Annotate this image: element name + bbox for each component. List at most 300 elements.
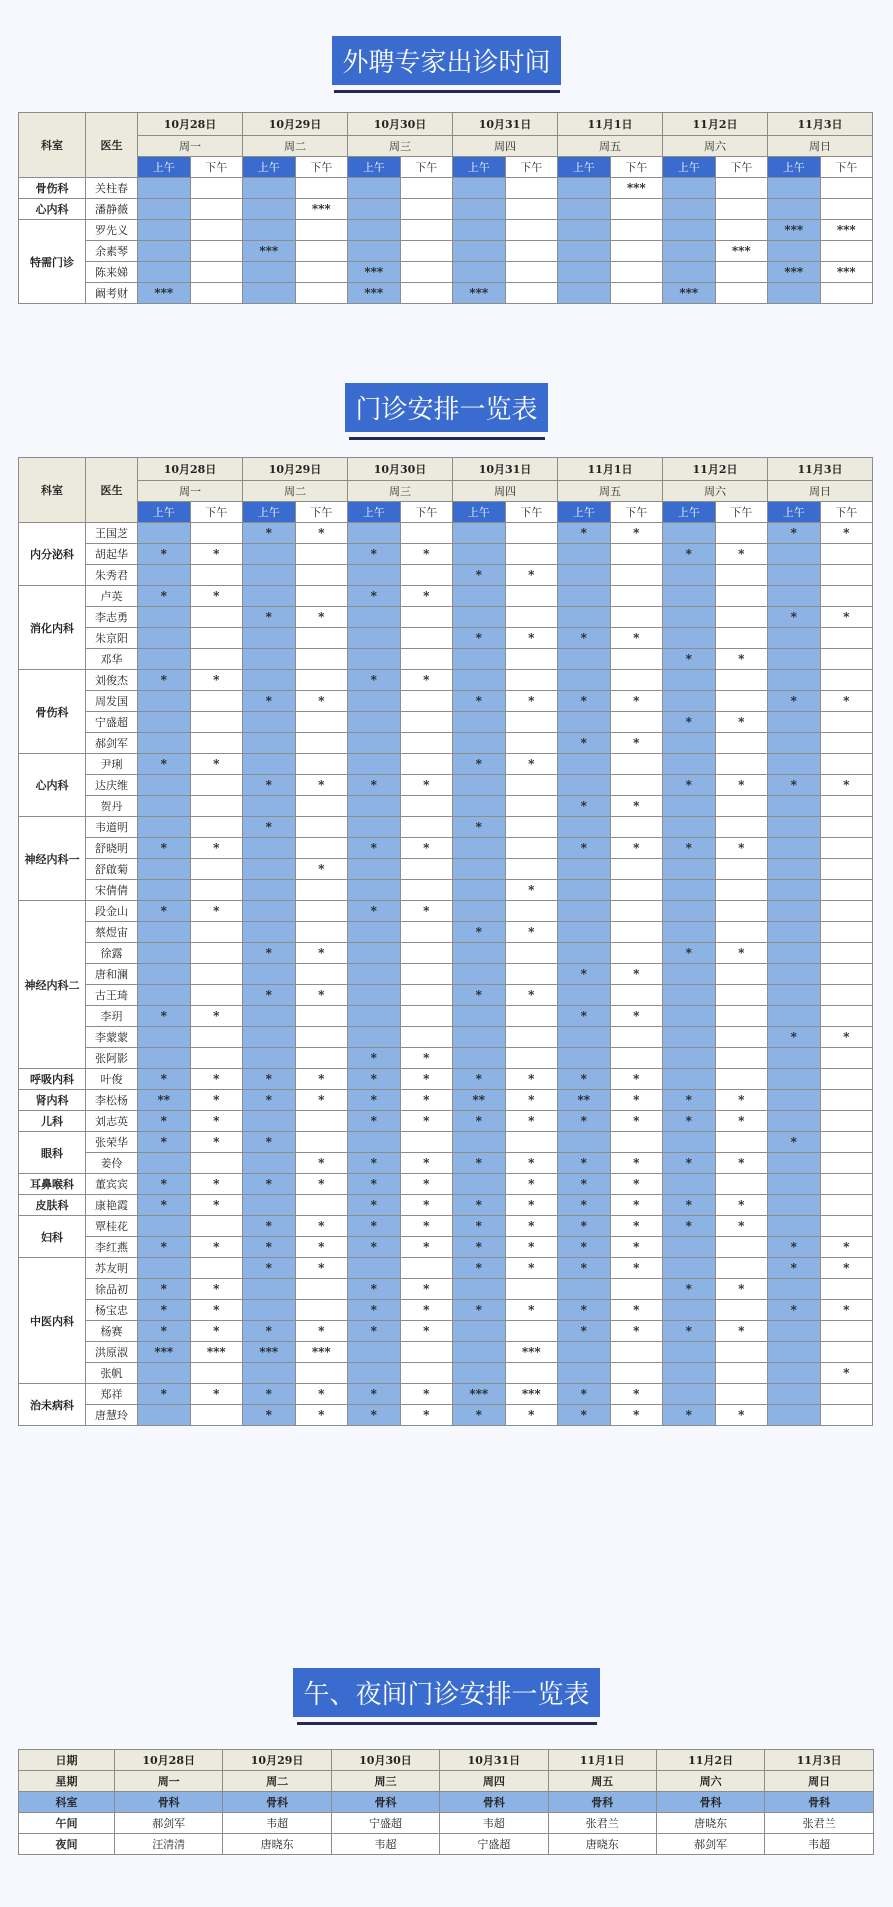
slot-cell <box>715 628 768 649</box>
table-row <box>19 1195 873 1216</box>
doctor-name: 贺丹 <box>86 796 138 817</box>
slot-cell <box>505 586 558 607</box>
date-header: 10月30日 <box>348 458 453 481</box>
clinic-title-underline <box>349 437 545 440</box>
slot-cell <box>768 922 821 943</box>
dept-cell: 特需门诊 <box>19 220 86 304</box>
slot-cell <box>610 1279 663 1300</box>
slot-cell <box>400 607 453 628</box>
slot-cell: *** <box>348 283 401 304</box>
slot-cell: * <box>400 1384 453 1405</box>
slot-cell <box>768 1342 821 1363</box>
slot-cell <box>558 178 611 199</box>
slot-cell <box>768 880 821 901</box>
slot-cell: * <box>715 1153 768 1174</box>
slot-cell: * <box>505 1111 558 1132</box>
slot-cell <box>610 901 663 922</box>
slot-cell <box>348 712 401 733</box>
slot-cell <box>295 544 348 565</box>
slot-cell: * <box>610 1384 663 1405</box>
slot-cell <box>820 1384 873 1405</box>
slot-cell <box>558 607 611 628</box>
dept-cell: 呼吸内科 <box>19 1069 86 1090</box>
date-header: 10月31日 <box>453 113 558 136</box>
slot-cell <box>453 220 506 241</box>
slot-cell <box>400 649 453 670</box>
slot-cell <box>295 649 348 670</box>
slot-cell <box>400 1258 453 1279</box>
slot-cell: * <box>558 1153 611 1174</box>
slot-cell <box>243 733 296 754</box>
slot-cell <box>663 607 716 628</box>
slot-cell <box>663 565 716 586</box>
slot-cell: *** <box>505 1384 558 1405</box>
slot-cell <box>190 607 243 628</box>
slot-cell: * <box>190 1069 243 1090</box>
slot-cell: * <box>400 1279 453 1300</box>
slot-cell: *** <box>138 283 191 304</box>
table-row <box>19 1111 873 1132</box>
slot-cell <box>558 241 611 262</box>
doctor-name: 舒啟菊 <box>86 859 138 880</box>
dept-cell: 妇科 <box>19 1216 86 1258</box>
slot-cell: * <box>400 1174 453 1195</box>
dept-cell: 中医内科 <box>19 1258 86 1384</box>
expert-title-underline <box>334 90 560 93</box>
slot-cell <box>295 1111 348 1132</box>
night-section-title <box>0 1668 893 1725</box>
slot-cell <box>820 1111 873 1132</box>
slot-cell <box>138 691 191 712</box>
slot-cell <box>453 775 506 796</box>
night-evening-row-cell: 韦超 <box>765 1834 874 1855</box>
date-header: 11月2日 <box>663 458 768 481</box>
slot-cell <box>243 670 296 691</box>
slot-cell: * <box>453 1069 506 1090</box>
dept-cell: 耳鼻喉科 <box>19 1174 86 1195</box>
doctor-name: 姜伶 <box>86 1153 138 1174</box>
slot-cell: * <box>610 1174 663 1195</box>
slot-cell: * <box>820 1258 873 1279</box>
slot-cell <box>295 922 348 943</box>
slot-cell <box>715 523 768 544</box>
slot-cell: * <box>138 1195 191 1216</box>
slot-cell: * <box>295 523 348 544</box>
doctor-name: 陈来娣 <box>86 262 138 283</box>
slot-cell <box>715 1300 768 1321</box>
slot-cell: * <box>610 1300 663 1321</box>
slot-cell <box>348 796 401 817</box>
slot-cell <box>558 1279 611 1300</box>
slot-cell: *** <box>295 199 348 220</box>
slot-cell: * <box>400 1300 453 1321</box>
slot-cell <box>400 241 453 262</box>
slot-cell <box>295 838 348 859</box>
slot-cell <box>715 220 768 241</box>
slot-cell <box>715 262 768 283</box>
slot-cell <box>243 1027 296 1048</box>
night-dept-row-cell: 骨科 <box>331 1792 439 1813</box>
slot-cell <box>820 1216 873 1237</box>
slot-cell <box>295 964 348 985</box>
night-dept-row-cell: 骨科 <box>548 1792 656 1813</box>
pm-header: 下午 <box>190 157 243 178</box>
slot-cell <box>505 1048 558 1069</box>
slot-cell: * <box>715 1111 768 1132</box>
slot-cell: * <box>663 649 716 670</box>
slot-cell <box>243 1363 296 1384</box>
slot-cell <box>295 262 348 283</box>
slot-cell <box>190 262 243 283</box>
slot-cell <box>453 586 506 607</box>
slot-cell <box>505 817 558 838</box>
slot-cell <box>190 1216 243 1237</box>
slot-cell <box>295 1300 348 1321</box>
slot-cell <box>243 1048 296 1069</box>
slot-cell <box>768 628 821 649</box>
slot-cell <box>820 859 873 880</box>
table-row <box>19 262 873 283</box>
slot-cell: * <box>400 1090 453 1111</box>
slot-cell <box>558 1027 611 1048</box>
slot-cell: * <box>243 817 296 838</box>
slot-cell <box>453 607 506 628</box>
night-date-row-label: 日期 <box>19 1750 115 1771</box>
slot-cell <box>138 1258 191 1279</box>
slot-cell <box>190 1027 243 1048</box>
table-row <box>19 859 873 880</box>
slot-cell <box>295 1195 348 1216</box>
slot-cell <box>138 964 191 985</box>
doctor-name: 李志勇 <box>86 607 138 628</box>
slot-cell <box>505 964 558 985</box>
pm-header: 下午 <box>400 502 453 523</box>
slot-cell <box>453 241 506 262</box>
slot-cell <box>715 1027 768 1048</box>
slot-cell: * <box>295 1384 348 1405</box>
slot-cell <box>715 691 768 712</box>
slot-cell <box>768 649 821 670</box>
slot-cell: * <box>715 1195 768 1216</box>
slot-cell: * <box>715 1216 768 1237</box>
slot-cell <box>663 859 716 880</box>
date-header: 10月29日 <box>243 113 348 136</box>
slot-cell: * <box>348 1174 401 1195</box>
table-row <box>19 691 873 712</box>
slot-cell: * <box>505 1237 558 1258</box>
slot-cell: * <box>243 1069 296 1090</box>
doctor-name: 唐慧玲 <box>86 1405 138 1426</box>
slot-cell: * <box>768 1027 821 1048</box>
slot-cell <box>243 796 296 817</box>
doctor-name: 邓华 <box>86 649 138 670</box>
date-header: 11月3日 <box>768 458 873 481</box>
slot-cell <box>190 220 243 241</box>
dept-cell: 心内科 <box>19 754 86 817</box>
doctor-name: 苏友明 <box>86 1258 138 1279</box>
slot-cell: * <box>400 901 453 922</box>
night-date-row-cell: 10月28日 <box>115 1750 223 1771</box>
slot-cell <box>243 712 296 733</box>
slot-cell <box>820 1153 873 1174</box>
slot-cell <box>715 1384 768 1405</box>
slot-cell: * <box>348 1321 401 1342</box>
doctor-name: 刘志英 <box>86 1111 138 1132</box>
slot-cell <box>400 178 453 199</box>
dept-cell: 心内科 <box>19 199 86 220</box>
slot-cell <box>505 523 558 544</box>
slot-cell <box>610 880 663 901</box>
slot-cell: * <box>190 1111 243 1132</box>
slot-cell <box>295 565 348 586</box>
slot-cell <box>348 691 401 712</box>
dept-cell: 骨伤科 <box>19 670 86 754</box>
slot-cell <box>610 586 663 607</box>
night-dept-row-cell: 骨科 <box>115 1792 223 1813</box>
slot-cell <box>400 943 453 964</box>
table-row <box>19 1342 873 1363</box>
night-noon-row-cell: 张君兰 <box>765 1813 874 1834</box>
slot-cell <box>138 985 191 1006</box>
weekday-header: 周一 <box>138 481 243 502</box>
night-noon-row-cell: 张君兰 <box>548 1813 656 1834</box>
slot-cell <box>820 922 873 943</box>
slot-cell: * <box>453 1258 506 1279</box>
slot-cell <box>453 262 506 283</box>
night-date-row <box>19 1750 874 1771</box>
weekday-header: 周五 <box>558 136 663 157</box>
slot-cell <box>190 1405 243 1426</box>
slot-cell <box>138 565 191 586</box>
slot-cell <box>820 796 873 817</box>
slot-cell <box>190 964 243 985</box>
slot-cell <box>505 283 558 304</box>
dept-cell: 治未病科 <box>19 1384 86 1426</box>
pm-header: 下午 <box>505 502 558 523</box>
dept-cell: 消化内科 <box>19 586 86 670</box>
slot-cell: * <box>663 1279 716 1300</box>
slot-cell: * <box>820 1027 873 1048</box>
slot-cell: *** <box>243 1342 296 1363</box>
table-row <box>19 586 873 607</box>
night-week-row <box>19 1771 874 1792</box>
slot-cell: * <box>505 628 558 649</box>
slot-cell <box>138 733 191 754</box>
weekday-header: 周四 <box>453 481 558 502</box>
doctor-name: 胡起华 <box>86 544 138 565</box>
slot-cell <box>295 880 348 901</box>
slot-cell: * <box>505 1258 558 1279</box>
night-noon-row-cell: 宁盛超 <box>331 1813 439 1834</box>
slot-cell <box>715 1342 768 1363</box>
slot-cell: * <box>243 1237 296 1258</box>
slot-cell <box>820 1048 873 1069</box>
slot-cell <box>558 1048 611 1069</box>
slot-cell <box>820 628 873 649</box>
slot-cell: * <box>820 691 873 712</box>
night-week-row-cell: 周四 <box>440 1771 548 1792</box>
slot-cell <box>243 649 296 670</box>
slot-cell <box>295 1048 348 1069</box>
slot-cell <box>663 1363 716 1384</box>
slot-cell: *** <box>610 178 663 199</box>
slot-cell <box>138 712 191 733</box>
slot-cell <box>453 1363 506 1384</box>
slot-cell: * <box>505 922 558 943</box>
slot-cell <box>138 1153 191 1174</box>
slot-cell <box>400 283 453 304</box>
slot-cell <box>768 964 821 985</box>
slot-cell: * <box>138 1111 191 1132</box>
slot-cell: * <box>663 838 716 859</box>
slot-cell <box>348 607 401 628</box>
slot-cell <box>715 754 768 775</box>
doctor-name: 徐露 <box>86 943 138 964</box>
slot-cell <box>190 565 243 586</box>
slot-cell <box>190 775 243 796</box>
date-header: 10月31日 <box>453 458 558 481</box>
slot-cell: *** <box>768 220 821 241</box>
slot-cell <box>138 817 191 838</box>
slot-cell <box>558 901 611 922</box>
slot-cell <box>453 1174 506 1195</box>
slot-cell: * <box>663 1195 716 1216</box>
slot-cell: * <box>453 985 506 1006</box>
doctor-name: 古王琦 <box>86 985 138 1006</box>
slot-cell: * <box>610 838 663 859</box>
slot-cell <box>138 220 191 241</box>
slot-cell <box>610 712 663 733</box>
slot-cell <box>820 943 873 964</box>
doctor-name: 杨宝忠 <box>86 1300 138 1321</box>
night-evening-row-cell: 唐晓东 <box>548 1834 656 1855</box>
slot-cell: * <box>190 901 243 922</box>
slot-cell <box>400 523 453 544</box>
date-header: 11月3日 <box>768 113 873 136</box>
slot-cell <box>138 178 191 199</box>
am-header: 上午 <box>243 502 296 523</box>
slot-cell: * <box>558 523 611 544</box>
slot-cell <box>558 586 611 607</box>
doctor-name: 达庆维 <box>86 775 138 796</box>
slot-cell: * <box>348 1153 401 1174</box>
slot-cell <box>610 922 663 943</box>
table-row <box>19 1384 873 1405</box>
slot-cell <box>663 796 716 817</box>
doctor-name: 罗先义 <box>86 220 138 241</box>
slot-cell <box>715 796 768 817</box>
night-dept-row <box>19 1792 874 1813</box>
slot-cell <box>138 943 191 964</box>
slot-cell: * <box>243 1405 296 1426</box>
night-date-row-cell: 11月2日 <box>656 1750 764 1771</box>
slot-cell <box>610 1027 663 1048</box>
slot-cell: * <box>138 670 191 691</box>
slot-cell: * <box>295 1153 348 1174</box>
slot-cell <box>820 670 873 691</box>
slot-cell <box>243 838 296 859</box>
slot-cell: * <box>558 796 611 817</box>
slot-cell <box>663 178 716 199</box>
slot-cell: * <box>348 1195 401 1216</box>
night-evening-row-label: 夜间 <box>19 1834 115 1855</box>
slot-cell <box>138 607 191 628</box>
slot-cell <box>715 1174 768 1195</box>
am-pm-row <box>19 502 873 523</box>
slot-cell <box>243 1300 296 1321</box>
slot-cell: * <box>243 1090 296 1111</box>
night-evening-row-cell: 韦超 <box>331 1834 439 1855</box>
slot-cell: * <box>505 1405 558 1426</box>
slot-cell: * <box>558 733 611 754</box>
slot-cell: * <box>820 1363 873 1384</box>
table-row <box>19 178 873 199</box>
slot-cell: * <box>295 1258 348 1279</box>
slot-cell: * <box>190 1090 243 1111</box>
slot-cell <box>663 523 716 544</box>
slot-cell <box>453 880 506 901</box>
slot-cell <box>295 1027 348 1048</box>
slot-cell <box>663 754 716 775</box>
slot-cell: * <box>505 1153 558 1174</box>
slot-cell <box>400 565 453 586</box>
table-row <box>19 1405 873 1426</box>
slot-cell <box>348 1132 401 1153</box>
slot-cell <box>453 1342 506 1363</box>
slot-cell <box>663 964 716 985</box>
slot-cell: * <box>610 1321 663 1342</box>
slot-cell <box>715 880 768 901</box>
slot-cell <box>768 586 821 607</box>
slot-cell: * <box>610 1090 663 1111</box>
slot-cell <box>453 838 506 859</box>
slot-cell: * <box>400 1153 453 1174</box>
doctor-name: 康艳霞 <box>86 1195 138 1216</box>
slot-cell <box>453 1006 506 1027</box>
night-dept-row-cell: 骨科 <box>223 1792 331 1813</box>
slot-cell: * <box>243 1384 296 1405</box>
slot-cell <box>505 796 558 817</box>
slot-cell <box>348 523 401 544</box>
slot-cell: * <box>558 628 611 649</box>
slot-cell <box>505 199 558 220</box>
slot-cell: * <box>295 1174 348 1195</box>
table-row <box>19 649 873 670</box>
doctor-name: 张阿影 <box>86 1048 138 1069</box>
table-row <box>19 901 873 922</box>
clinic-title: 门诊安排一览表 <box>345 383 547 432</box>
slot-cell <box>453 1321 506 1342</box>
table-row <box>19 220 873 241</box>
pm-header: 下午 <box>715 502 768 523</box>
slot-cell: * <box>138 1279 191 1300</box>
night-noon-row-cell: 郝剑军 <box>115 1813 223 1834</box>
slot-cell: * <box>453 817 506 838</box>
table-row <box>19 1090 873 1111</box>
slot-cell: * <box>453 1111 506 1132</box>
table-row <box>19 523 873 544</box>
doctor-name: 杨赛 <box>86 1321 138 1342</box>
table-row <box>19 838 873 859</box>
slot-cell <box>610 670 663 691</box>
slot-cell: * <box>663 1216 716 1237</box>
slot-cell <box>348 241 401 262</box>
slot-cell <box>295 1363 348 1384</box>
slot-cell <box>295 628 348 649</box>
slot-cell <box>610 754 663 775</box>
night-dept-row-cell: 骨科 <box>656 1792 764 1813</box>
slot-cell <box>348 1342 401 1363</box>
